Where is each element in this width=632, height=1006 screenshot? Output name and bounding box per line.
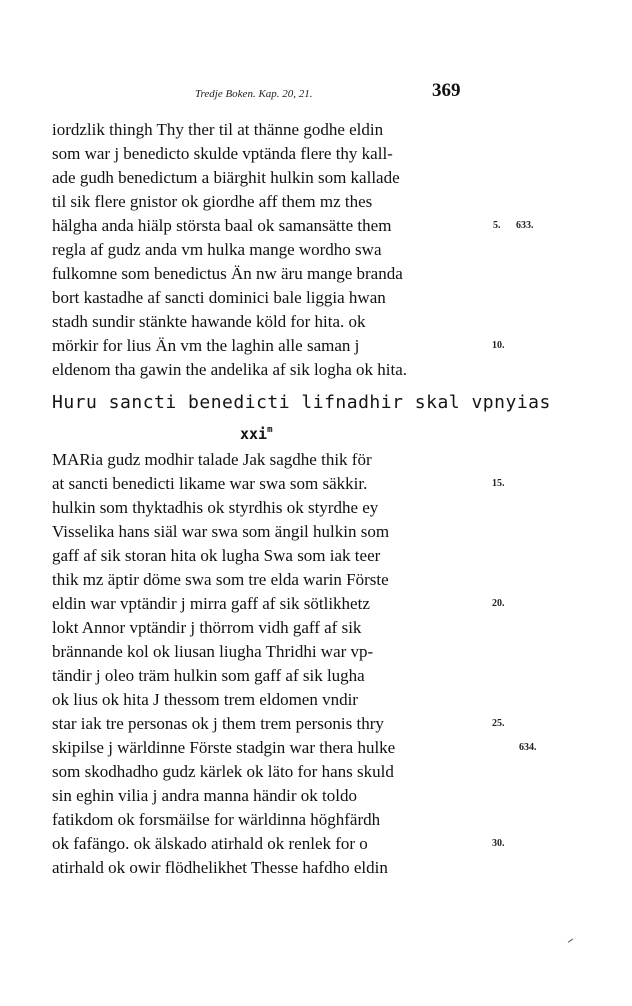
chapter-numeral: xxi [240,425,268,443]
text-line: ade gudh benedictum a biärghit hulkin som kallade [52,168,400,187]
text-line: MARia gudz modhir talade Jak sagdhe thik för [52,450,372,469]
reference-number-633: 633. [516,220,534,231]
reference-number-634: 634. [519,742,537,753]
line-number-20: 20. [492,598,505,609]
text-line: tändir j oleo träm hulkin som gaff af sik lugha [52,666,365,685]
text-line: mörkir for lius Än vm the laghin alle saman j [52,336,360,355]
text-line: skipilse j wärldinne Förste stadgin war thera hulke [52,738,396,757]
text-line: ok fafängo. ok älskado atirhald ok renlek for o [52,834,368,853]
section-heading: Huru sancti benedicti lifnadhir skal vpnyias [52,392,551,413]
text-line: som war j benedicto skulde vptända flere thy kall- [52,144,393,163]
line-number-5: 5. [493,220,501,231]
text-line: atirhald ok owir flödhelikhet Thesse hafdho eldin [52,858,388,877]
text-line: eldin war vptändir j mirra gaff af sik sötlikhetz [52,594,370,613]
text-line: regla af gudz anda vm hulka mange wordho swa [52,240,382,259]
text-line: thik mz äptir döme swa som tre elda warin Förste [52,570,389,589]
text-line: Visselika hans siäl war swa som ängil hulkin som [52,522,390,541]
text-line: stadh sundir stänkte hawande köld for hita. ok [52,312,366,331]
line-number-30: 30. [492,838,505,849]
chapter-number [240,420,273,444]
line-number-10: 10. [492,340,505,351]
chapter-numeral-sup: m [267,425,273,435]
text-line: at sancti benedicti likame war swa som säkkir. [52,474,368,493]
text-line: som skodhadho gudz kärlek ok läto for hans skuld [52,762,394,781]
text-line: brännande kol ok liusan liugha Thridhi war vp- [52,642,374,661]
text-line: hulkin som thyktadhis ok styrdhis ok styrdhe ey [52,498,379,517]
text-line: star iak tre personas ok j them trem personis thry [52,714,384,733]
text-line: fulkomne som benedictus Än nw äru mange branda [52,264,403,283]
text-line: hälgha anda hiälp största baal ok samansätte them [52,216,392,235]
text-line: iordzlik thingh Thy ther til at thänne godhe eldin [52,120,384,139]
text-line: bort kastadhe af sancti dominici bale liggia hwan [52,288,386,307]
text-line: til sik flere gnistor ok giordhe aff them mz thes [52,192,373,211]
page-number: 369 [432,80,461,101]
line-number-15: 15. [492,478,505,489]
paper-speck [568,939,575,945]
text-line: fatikdom ok forsmäilse for wärldinna höghfärdh [52,810,381,829]
text-line: lokt Annor vptändir j thörrom vidh gaff af sik [52,618,362,637]
text-line: gaff af sik storan hita ok lugha Swa som iak teer [52,546,381,565]
line-number-25: 25. [492,718,505,729]
running-head: Tredje Boken. Kap. 20, 21. [195,88,313,100]
text-line: eldenom tha gawin the andelika af sik logha ok hita. [52,360,408,379]
text-line: ok lius ok hita J thessom trem eldomen vndir [52,690,358,709]
text-line: sin eghin vilia j andra manna händir ok toldo [52,786,357,805]
